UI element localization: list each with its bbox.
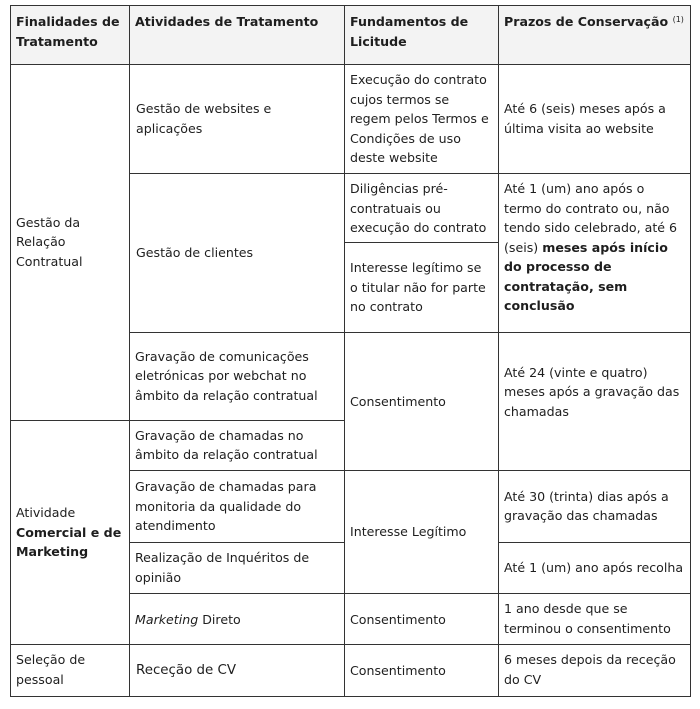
header-prazos	[499, 6, 691, 65]
purpose-comercial-prefix: Atividade	[16, 505, 76, 521]
activity-inqueritos: Realização de Inquéritos de opinião	[130, 542, 345, 593]
activity-marketing-rest: Direto	[198, 611, 241, 627]
activity-chamadas-qualidade: Gravação de chamadas para monitoria da qualidade do atendimento	[130, 471, 345, 543]
activity-cv: Receção de CV	[130, 645, 345, 697]
basis-contrato: Execução do contrato cujos termos se regem pelos Termos e Condições de uso deste website	[345, 64, 499, 174]
table-row	[11, 64, 691, 174]
purpose-comercial	[11, 420, 130, 645]
basis-consentimento-gravacoes: Consentimento	[345, 332, 499, 470]
basis-pre-contratuais: Diligências pré-contratuais ou execução do contrato	[345, 174, 499, 243]
retention-clientes-text: Até 1 (um) ano após o termo do contrato ou, não tendo sido celebrado, até 6 (seis)	[504, 181, 678, 255]
header-prazos-label: Prazos de Conservação	[504, 14, 669, 29]
purpose-comercial-bold: Comercial e de Marketing	[16, 524, 122, 560]
basis-consentimento-marketing: Consentimento	[345, 594, 499, 645]
retention-cv: 6 meses depois da receção do CV	[499, 645, 691, 697]
purpose-relacao-contratual: Gestão da Relação Contratual	[11, 64, 130, 420]
retention-gravacoes-24: Até 24 (vinte e quatro) meses após a gravação das chamadas	[499, 332, 691, 470]
retention-marketing: 1 ano desde que se terminou o consentimento	[499, 594, 691, 645]
retention-clientes	[499, 174, 691, 332]
activity-websites: Gestão de websites e aplicações	[130, 64, 345, 174]
data-processing-table	[10, 5, 691, 697]
retention-clientes-bold: meses após início do processo de contratação, sem conclusão	[504, 239, 668, 314]
header-atividades: Atividades de Tratamento	[130, 6, 345, 65]
basis-interesse-titular: Interesse legítimo se o titular não for parte no contrato	[345, 243, 499, 333]
retention-websites: Até 6 (seis) meses após a última visita ao website	[499, 64, 691, 174]
activity-clientes: Gestão de clientes	[130, 174, 345, 332]
retention-inqueritos: Até 1 (um) ano após recolha	[499, 542, 691, 593]
retention-gravacoes-30: Até 30 (trinta) dias após a gravação das chamadas	[499, 471, 691, 543]
header-finalidades: Finalidades de Tratamento	[11, 6, 130, 65]
footnote-marker: (1)	[672, 15, 684, 24]
activity-marketing-italic: Marketing	[135, 611, 199, 627]
activity-webchat: Gravação de comunicações eletrónicas por webchat no âmbito da relação contratual	[130, 332, 345, 420]
basis-consentimento-cv: Consentimento	[345, 645, 499, 697]
basis-interesse-legitimo: Interesse Legítimo	[345, 471, 499, 594]
header-fundamentos: Fundamentos de Licitude	[345, 6, 499, 65]
header-row	[11, 6, 691, 65]
activity-marketing	[130, 594, 345, 645]
activity-chamadas-relacao: Gravação de chamadas no âmbito da relação contratual	[130, 420, 345, 470]
table-row	[11, 645, 691, 697]
purpose-selecao: Seleção de pessoal	[11, 645, 130, 697]
